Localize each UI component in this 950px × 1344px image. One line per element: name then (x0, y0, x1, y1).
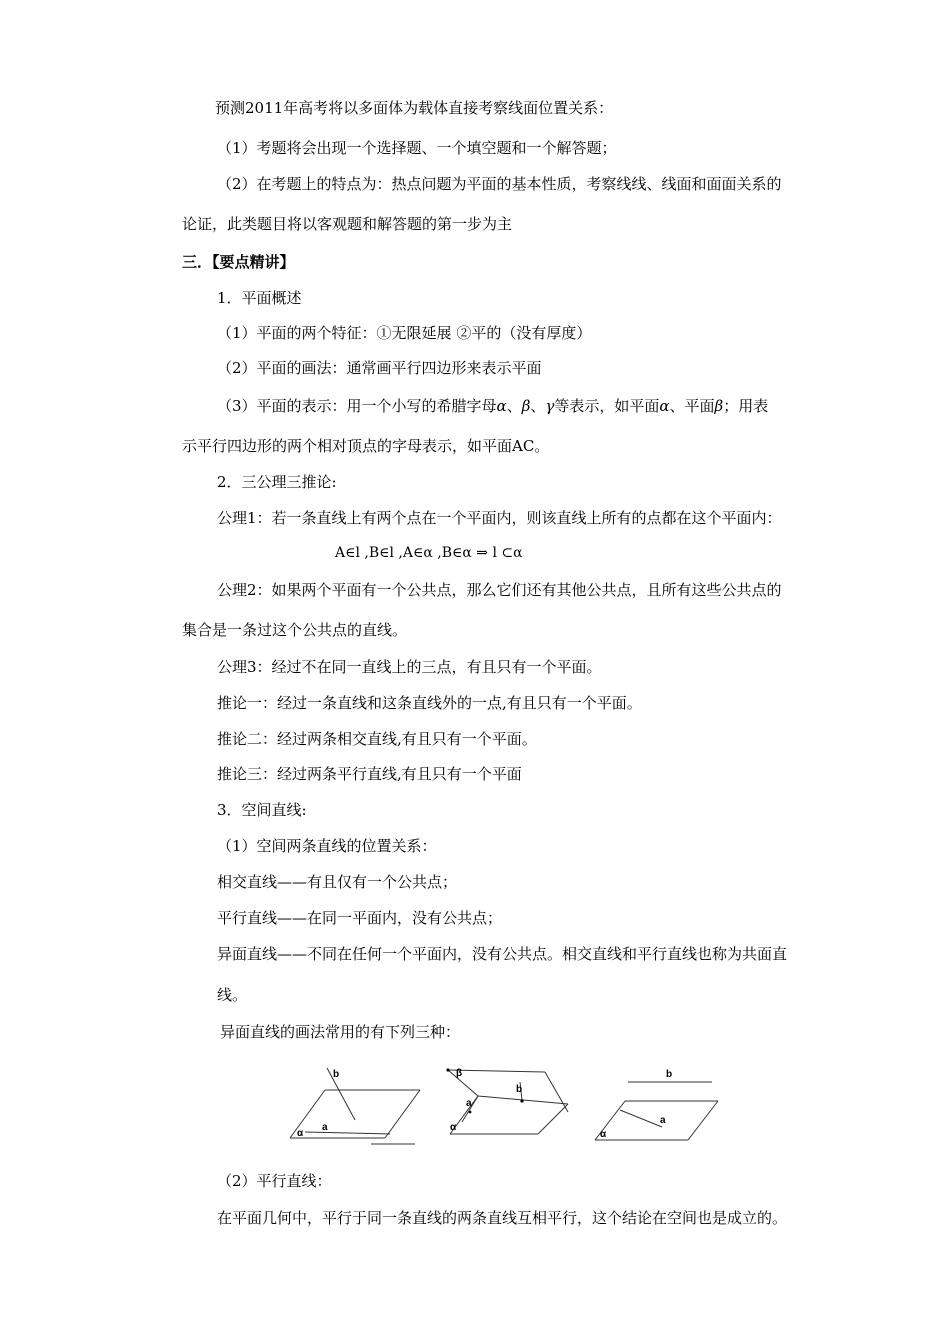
corollary-2: 推论二：经过两条相交直线,有且只有一个平面。 (217, 730, 537, 748)
plane-notation-text: ；用表 (723, 397, 769, 415)
plane-beta-edge (448, 1070, 545, 1072)
intersecting-lines: 相交直线——有且仅有一个公共点； (217, 873, 458, 891)
axiom-1: 公理1：若一条直线上有两个点在一个平面内，则该直线上所有的点都在这个平面内： (217, 509, 782, 527)
plane-features: （1）平面的两个特征：①无限延展 ②平的（没有厚度） (217, 324, 592, 342)
point (469, 1111, 472, 1114)
axiom-2-line-1: 公理2：如果两个平面有一个公共点，那么它们还有其他公共点，且所有这些公共点的 (217, 581, 782, 599)
parallel-lines: 平行直线——在同一平面内，没有公共点； (217, 909, 503, 927)
space-lines-title: 3．空间直线: (217, 801, 307, 819)
skew-drawing-intro: 异面直线的画法常用的有下列三种： (220, 1023, 461, 1041)
label-alpha: α (450, 1122, 457, 1133)
plane-notation-text: （3）平面的表示：用一个小写的希腊字母 (217, 397, 497, 415)
label-a: a (660, 1115, 666, 1126)
alpha-symbol: α (659, 397, 670, 415)
label-b: b (333, 1069, 340, 1080)
line-b (327, 1068, 355, 1120)
label-b: b (666, 1069, 673, 1080)
plane-notation-line-2: 示平行四边形的两个相对顶点的字母表示，如平面AC。 (182, 437, 550, 455)
parallel-transitivity: 在平面几何中，平行于同一条直线的两条直线互相平行，这个结论在空间也是成立的。 (217, 1209, 788, 1227)
plane-alpha-edge (290, 1090, 325, 1138)
label-alpha: α (297, 1128, 304, 1139)
axiom-3: 公理3：经过不在同一直线上的三点，有且只有一个平面。 (217, 658, 602, 676)
separator: 、 (506, 397, 522, 415)
corollary-1: 推论一：经过一条直线和这条直线外的一点,有且只有一个平面。 (217, 694, 642, 712)
axioms-title: 2．三公理三推论: (217, 473, 337, 491)
plane-notation-text: 等表示，如平面 (554, 397, 660, 415)
label-a: a (466, 1098, 472, 1109)
label-beta: β (456, 1068, 463, 1079)
intro-item-2-line-2: 论证，此类题目将以客观题和解答题的第一步为主 (182, 215, 513, 233)
skew-figure-1 (285, 1060, 435, 1160)
skew-figure-2 (440, 1062, 580, 1162)
axiom-1-formula: A∈l ,B∈l ,A∈α ,B∈α ⇒ l ⊂α (335, 545, 523, 561)
skew-figure-3 (590, 1065, 730, 1155)
plane-beta-edge (448, 1070, 478, 1096)
intro-paragraph-1: 预测2011年高考将以多面体为载体直接考察线面位置关系： (215, 99, 614, 117)
plane-overview-title: 1．平面概述 (217, 289, 302, 307)
plane-alpha-edge (385, 1090, 420, 1138)
label-a: a (322, 1122, 328, 1133)
intro-item-2-line-1: （2）在考题上的特点为：热点问题为平面的基本性质，考察线线、线面和面面关系的 (217, 175, 782, 193)
line-a (305, 1132, 390, 1134)
beta-symbol: β (714, 397, 724, 415)
parallel-lines-title: （2）平行直线： (217, 1172, 332, 1190)
axiom-2-line-2: 集合是一条过这个公共点的直线。 (182, 621, 408, 639)
label-alpha: α (600, 1129, 607, 1140)
gamma-symbol: γ (545, 397, 555, 415)
point (446, 1068, 449, 1071)
separator: 、 (530, 397, 546, 415)
intro-item-1: （1）考题将会出现一个选择题、一个填空题和一个解答题； (217, 139, 617, 157)
skew-lines-line-1: 异面直线——不同在任何一个平面内，没有公共点。相交直线和平行直线也称为共面直 (217, 945, 788, 963)
skew-lines-line-2: 线。 (217, 986, 248, 1004)
alpha-symbol: α (496, 397, 507, 415)
plane-notation-text: 、平面 (669, 397, 715, 415)
corollary-3: 推论三：经过两条平行直线,有且只有一个平面 (217, 765, 522, 783)
label-b: b (516, 1084, 523, 1095)
line-relations: （1）空间两条直线的位置关系： (217, 837, 437, 855)
section-heading: 三．【要点精讲】 (182, 253, 295, 271)
plane-notation-line-1 (217, 396, 768, 416)
plane-alpha-edge (688, 1101, 718, 1140)
plane-alpha-edge (538, 1104, 568, 1134)
line-a (620, 1110, 662, 1127)
point (520, 1099, 523, 1102)
plane-beta-edge (545, 1072, 568, 1112)
beta-symbol: β (521, 397, 531, 415)
plane-drawing: （2）平面的画法：通常画平行四边形来表示平面 (217, 359, 542, 377)
